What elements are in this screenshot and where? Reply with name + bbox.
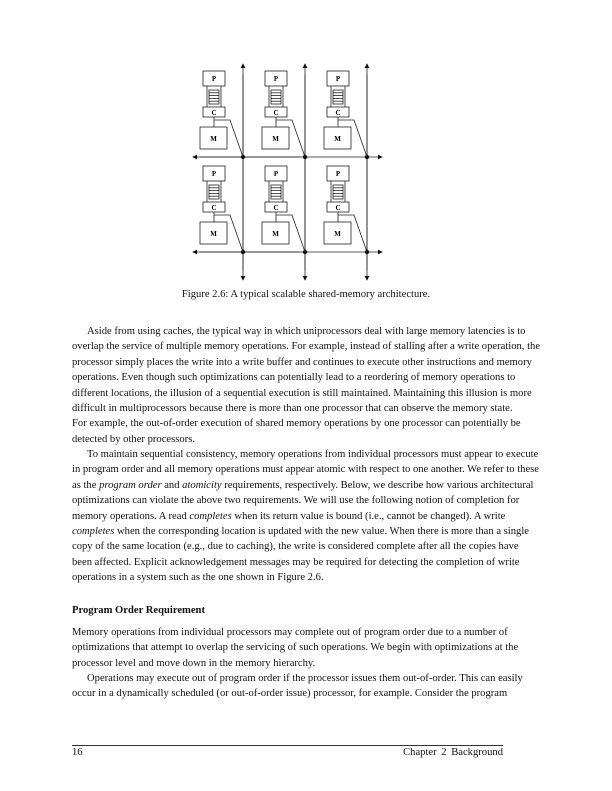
emphasized-term: completes: [189, 510, 232, 522]
emphasized-term: program order: [99, 479, 162, 491]
paragraph-out-of-order-issue: [72, 671, 523, 702]
text-run: as the: [72, 479, 100, 491]
processor-label: P: [335, 170, 341, 178]
text-run: requirements, respectively. Below, we describe how various architectural: [221, 479, 534, 491]
text-line: [72, 339, 541, 354]
text-line: [72, 386, 532, 401]
write-buffer: [271, 90, 281, 104]
memory-label: M: [334, 135, 341, 143]
paragraph-sequential-consistency: [72, 447, 539, 586]
section-heading: Program Order Requirement: [72, 605, 205, 616]
memory-label: M: [334, 230, 341, 238]
page-number: 16: [72, 747, 83, 758]
text-run: optimizations that attempt to overlap the servicing of such operations. We begin with optimizations at the: [72, 642, 519, 654]
processing-node: [200, 166, 243, 252]
running-head: Chapter 2 Background: [403, 747, 503, 758]
processor-label: P: [335, 75, 341, 83]
text-run: operations in a system such as the one shown in Figure 2.6.: [72, 572, 324, 584]
processor-label: P: [211, 170, 217, 178]
processor-label: P: [211, 75, 217, 83]
network-link: [214, 120, 243, 157]
network-link: [276, 120, 305, 157]
shared-memory-architecture-figure: [0, 0, 612, 290]
text-run: Memory operations from individual processors may complete out of program order due to a number of: [72, 627, 508, 638]
network-link: [214, 215, 243, 252]
text-run: in program order and all memory operations must appear atomic with respect to one another. We refer to these: [72, 464, 539, 476]
figure-caption: Figure 2.6: A typical scalable shared-memory architecture.: [181, 289, 431, 300]
text-run: overlap the service of multiple memory operations. For example, instead of stalling after a write operation, the: [72, 341, 541, 353]
text-line: [72, 462, 539, 477]
network-link: [338, 120, 367, 157]
memory-label: M: [272, 135, 279, 143]
text-line: [72, 671, 523, 686]
memory-label: M: [210, 230, 217, 238]
processor-nodes: [200, 71, 367, 252]
processing-node: [324, 71, 367, 157]
text-run: For example, the out-of-order execution of shared memory operations by one processor can potentially be: [72, 418, 521, 430]
text-line: [72, 640, 519, 655]
text-run: operations. Even though such optimizations can potentially lead to a reordering of memory operations to: [72, 372, 516, 384]
text-line: [72, 432, 503, 447]
footer-divider: [72, 745, 503, 746]
text-line: [72, 509, 506, 524]
write-buffer: [333, 90, 343, 104]
text-line: [72, 447, 539, 462]
text-line: [72, 625, 508, 640]
text-run: processor level and move down in the memory hierarchy.: [72, 657, 316, 669]
processing-node: [262, 71, 305, 157]
text-line: [72, 656, 503, 671]
text-run: when the corresponding location is updated with the new value. When there is more than a single: [114, 525, 529, 537]
text-line: [72, 570, 503, 585]
network-link: [338, 215, 367, 252]
cache-label: C: [273, 109, 279, 117]
text-run: been affected. Explicit acknowledgement messages may be required for detecting the completion of write: [72, 556, 520, 568]
processing-node: [262, 166, 305, 252]
text-run: when its return value is bound (i.e., cannot be changed). A write: [231, 510, 506, 522]
paragraph-caches-latency: [72, 324, 541, 447]
processing-node: [200, 71, 243, 157]
processor-label: P: [273, 170, 279, 178]
text-line: [72, 539, 519, 554]
text-run: processor simply places the write into a write buffer and continues to execute other instructions and memory: [72, 356, 532, 368]
network-link: [276, 215, 305, 252]
cache-label: C: [211, 204, 217, 212]
write-buffer: [209, 185, 219, 199]
emphasized-term: completes: [72, 525, 115, 537]
text-line: [72, 355, 532, 370]
text-line: [72, 401, 513, 416]
cache-label: C: [273, 204, 279, 212]
text-run: optimizations can violate the above two requirements. We will use the following notion of completion for: [72, 495, 520, 507]
text-run: copy of the same location (e.g., due to caching), the write is considered complete after all the copies have: [72, 541, 519, 553]
text-run: different locations, the illusion of a sequential execution is still maintained. Maintaining this illusion is more: [72, 387, 532, 399]
write-buffer: [209, 90, 219, 104]
text-run: Operations may execute out of program order if the processor issues them out-of-order. This can easily: [87, 673, 523, 684]
text-line: [72, 478, 534, 493]
cache-label: C: [335, 109, 341, 117]
text-run: difficult in multiprocessors because there is more than one processor that can observe the memory state.: [72, 402, 513, 414]
cache-label: C: [211, 109, 217, 117]
text-line: [72, 416, 521, 431]
text-run: occur in a dynamically scheduled (or out-of-order issue) processor, for example. Consider the program: [72, 688, 508, 700]
write-buffer: [271, 185, 281, 199]
text-run: memory operations. A read: [72, 510, 190, 522]
text-line: [72, 686, 508, 701]
text-run: detected by other processors.: [72, 433, 195, 445]
text-run: Aside from using caches, the typical way in which uniprocessors deal with large memory latencies is to: [87, 326, 526, 337]
memory-label: M: [210, 135, 217, 143]
text-line: [72, 370, 516, 385]
text-run: To maintain sequential consistency, memory operations from individual processors must appear to execute: [87, 449, 539, 460]
text-line: [72, 493, 520, 508]
write-buffer: [333, 185, 343, 199]
processing-node: [324, 166, 367, 252]
text-line: [72, 524, 529, 539]
paragraph-program-order-intro: [72, 625, 519, 671]
text-line: [72, 324, 526, 339]
text-run: and: [161, 479, 183, 491]
text-line: [72, 555, 520, 570]
cache-label: C: [335, 204, 341, 212]
emphasized-term: atomicity: [182, 479, 222, 491]
memory-label: M: [272, 230, 279, 238]
processor-label: P: [273, 75, 279, 83]
